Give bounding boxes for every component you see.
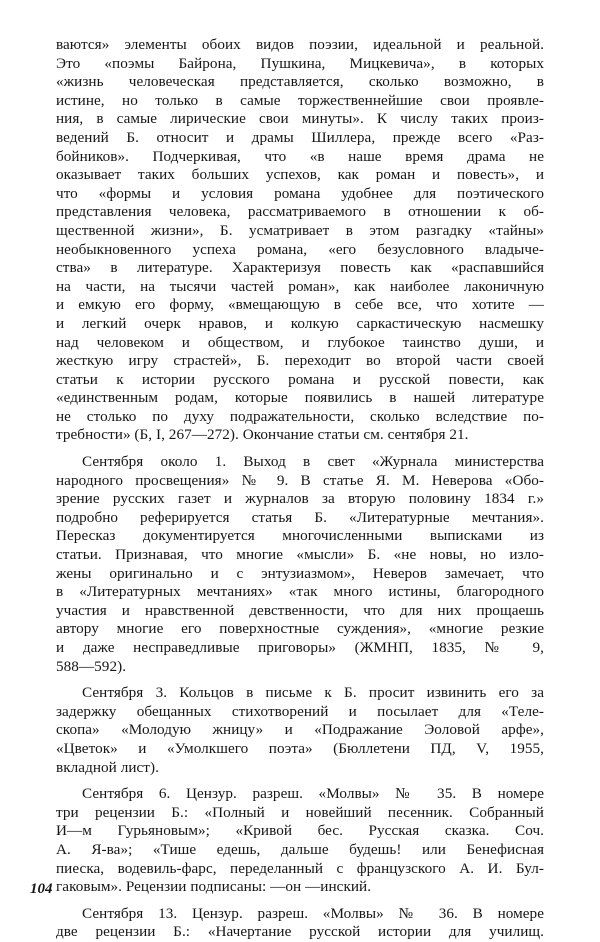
text-line: ваются» элементы обоих видов поэзии, идеальной и реальной. — [56, 36, 544, 53]
text-line: в «Литературных мечтаниях» «так много истины, благородного — [56, 583, 544, 601]
text-line: Это «поэмы Байрона, Пушкина, Мицкевича», в которых — [56, 54, 544, 72]
paragraph-sept-3 — [56, 684, 544, 777]
text-line: ства» в литературе. Характеризуя повесть как «распавшийся — [56, 259, 544, 277]
text-line: не столько по духу подражательности, сколько вследствие по- — [56, 407, 544, 425]
text-line: жесткую игру страстей», Б. переходит во второй части своей — [56, 352, 544, 370]
text-line: скопа» «Молодую жницу» и «Подражание Эоловой арфе», — [56, 721, 544, 739]
text-line: на части, на тысячи частей роман», как наиболее лаконичную — [56, 277, 544, 295]
text-line: задержку обещанных стихотворений и посылает для «Теле- — [56, 702, 544, 720]
paragraph-gap — [56, 777, 544, 785]
text-line: и легкий очерк нравов, и колкую саркастическую насмешку — [56, 314, 544, 332]
text-line: Пересказ документируется многочисленными выписками из — [56, 527, 544, 545]
text-line: что «формы и условия романа удобнее для поэтического — [56, 184, 544, 202]
text-line: вкладной лист). — [56, 758, 159, 776]
text-line: И—м Гурьяновым»; «Кривой бес. Русская сказка. Соч. — [56, 822, 544, 840]
text-line: бойников». Подчеркивая, что «в наше время драма не — [56, 147, 544, 165]
paragraph-sept-6 — [56, 785, 544, 897]
text-line: необыкновенного успеха романа, «его безусловного владыче- — [56, 240, 544, 258]
text-line: истине, но только в самые торжественнейшие свои проявле- — [56, 91, 544, 109]
text-line: участия и нравственной девственности, что для них прощаешь — [56, 601, 544, 619]
text-line: две рецензии Б.: «Начертание русской истории для училищ. — [56, 923, 544, 941]
text-line: народного просвещения» № 9. В статье Я. М. Неверова «Обо- — [56, 471, 544, 489]
text-line: ния, в самые лирические свои минуты». К числу таких произ- — [56, 110, 544, 128]
text-line: автору многие его поверхностные суждения», «многие резкие — [56, 620, 544, 638]
text-line: подробно реферируется статья Б. «Литературные мечтания». — [56, 508, 544, 526]
text-line: А. Я-ва»; «Тише едешь, дальше будешь! или Бенефисная — [56, 840, 544, 858]
page-text-block — [56, 36, 544, 942]
text-line: Сентября 13. Цензур. разреш. «Молвы» № 36. В номере — [82, 904, 544, 922]
text-line: «жизнь человеческая представляется, сколько возможно, в — [56, 73, 544, 91]
text-line: Сентября около 1. Выход в свет «Журнала министерства — [82, 453, 544, 471]
text-line: требности» (Б, I, 267—272). Окончание статьи см. сентября 21. — [56, 426, 469, 444]
text-line: гаковым». Рецензии подписаны: —он —инский. — [56, 878, 372, 896]
text-line: «единственным родам, которые появились в нашей литературе — [56, 389, 544, 407]
text-line: 588—592). — [56, 657, 127, 675]
paragraph-sept-13 — [56, 905, 544, 942]
paragraph-review-continuation — [56, 36, 544, 445]
paragraph-gap — [56, 897, 544, 905]
paragraph-gap — [56, 676, 544, 684]
text-line: Сентября 3. Кольцов в письме к Б. просит извинить его за — [82, 684, 544, 702]
text-line: и даже несправедливые приговоры» (ЖМНП, 1835, № 9, — [56, 639, 544, 656]
text-line: и емкую его форму, «вмещающую в себе все, что хотите — — [56, 296, 544, 314]
text-line: над человеком и обществом, и глубокое таинство души, и — [56, 333, 544, 351]
text-line: щественной жизни», Б. усматривает в этом разгадку «тайны» — [56, 221, 544, 239]
text-line: ведений Б. относит и драмы Шиллера, прежде всего «Раз- — [56, 128, 544, 146]
text-line: жены оригинально и с энтузиазмом», Неверов замечает, что — [56, 564, 544, 582]
text-line: статьи. Признавая, что многие «мысли» Б. «не новы, но изло- — [56, 546, 544, 564]
text-line: «Цветок» и «Умолкшего поэта» (Бюллетени ПД, V, 1955, — [56, 739, 544, 757]
text-line: три рецензии Б.: «Полный и новейший песенник. Собранный — [56, 803, 544, 821]
paragraph-sept-1 — [56, 453, 544, 676]
text-line: оказывает таких больших успехов, как роман и повесть», и — [56, 166, 544, 184]
text-line: Сентября 6. Цензур. разреш. «Молвы» № 35. В номере — [82, 785, 544, 803]
text-line: пиеска, водевиль-фарс, переделанный с французского А. И. Бул- — [56, 859, 544, 877]
text-line: представления человека, рассматриваемого в отношении к об- — [56, 203, 544, 221]
text-line: статьи к истории русского романа и русской повести, как — [56, 370, 544, 388]
text-line: зрение русских газет и журналов за вторую половину 1834 г.» — [56, 490, 544, 508]
page-number: 104 — [30, 881, 53, 897]
paragraph-gap — [56, 445, 544, 453]
